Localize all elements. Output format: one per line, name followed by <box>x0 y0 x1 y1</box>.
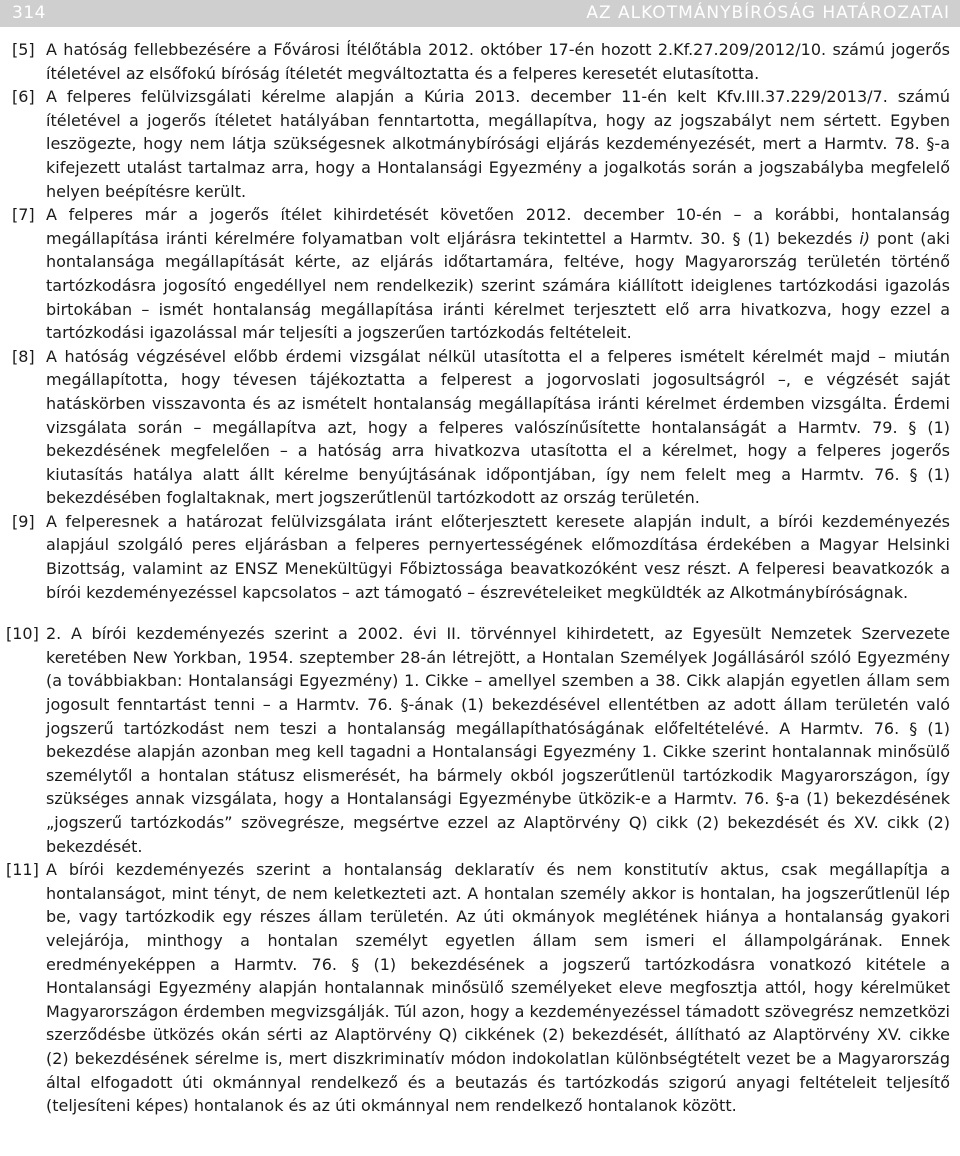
page-number: 314 <box>12 3 46 23</box>
paragraph-text: A felperes felülvizsgálati kérelme alapján a Kúria 2013. december 11-én kelt Kfv.III.37.229/2013/7. számú ítéletével a jogerős ítéletet hatályában fenntartotta, megállapítva, hogy az jogszabályt nem sértett. Egyben leszögezte, hogy nem látja szükségesnek alkotmánybírósági eljárás kezdeményezését, mert a Harmtv. 78. §-a kifejezett utalást tartalmaz arra, hogy a Hontalansági Egyezmény a jogalkotás során a jogszabályba megfelelő helyen beépítésre került. <box>46 87 950 201</box>
paragraph-8 <box>0 345 960 510</box>
paragraph-number: [10] <box>6 624 39 644</box>
paragraph-number: [11] <box>6 860 39 880</box>
paragraph-number: [7] <box>12 205 35 225</box>
paragraph-9 <box>0 510 960 604</box>
paragraph-number: [9] <box>12 511 35 531</box>
paragraph-text: A felperesnek a határozat felülvizsgálata iránt előterjesztett keresete alapján indult, a bírói kezdeményezés alapjául szolgáló peres eljárásban a felperes pernyertességének előmozdítása érdekében a Magyar Helsinki Bizottság, valamint az ENSZ Menekültügyi Főbiztossága beavatkozóként vesz részt. A felperesi beavatkozók a bírói kezdeményezéssel kapcsolatos – azt támogató – észrevételeiket megküldték az Alkotmánybíróságnak. <box>46 511 950 602</box>
paragraph-text: A hatóság fellebbezésére a Fővárosi Ítélőtábla 2012. október 17-én hozott 2.Kf.27.209/2012/10. számú jogerős ítéletével az elsőfokú bíróság ítéletét megváltoztatta és a felperes keresetét elutasította. <box>46 40 950 83</box>
paragraph-6 <box>0 85 960 203</box>
section-gap <box>0 604 960 622</box>
paragraph-10 <box>0 622 960 858</box>
paragraph-number: [5] <box>12 40 35 59</box>
running-title: AZ ALKOTMÁNYBÍRÓSÁG HATÁROZATAI <box>586 3 950 23</box>
paragraph-7 <box>0 203 960 345</box>
paragraph-number: [6] <box>12 87 35 107</box>
paragraph-5 <box>0 38 960 85</box>
paragraph-text: 2. A bírói kezdeményezés szerint a 2002. évi II. törvénnyel kihirdetett, az Egyesült Nemzetek Szervezete keretében New Yorkban, 1954. szeptember 28-án létrejött, a Hontalan Személyek Jogállásáról szóló Egyezmény (a továbbiakban: Hontalansági Egyezmény) 1. Cikke – amellyel szemben a 38. Cikk alapján egyetlen állam sem jogosult fenntartást tenni – a Harmtv. 76. §-ának (1) bekezdésével ellentétben az adott állam területén való jogszerű tartózkodást nem teszi a hontalanság megállapíthatóságának előfeltételévé. A Harmtv. 76. § (1) bekezdése alapján azonban meg kell tagadni a Hontalansági Egyezmény 1. Cikke szerint hontalannak minősülő személytől a hontalan státusz elismerését, ha bármely okból jogszerűtlenül tartózkodik Magyarországon, így szükséges annak vizsgálata, hogy a Hontalansági Egyezménybe ütközik-e a Harmtv. 76. §-a (1) bekezdésének „jogszerű tartózkodás” szövegrésze, megsértve ezzel az Alaptörvény Q) cikk (2) bekezdését és XV. cikk (2) bekezdését. <box>46 624 950 856</box>
paragraph-text: A felperes már a jogerős ítélet kihirdetését követően 2012. december 10-én – a korábbi, hontalanság megállapítása iránti kérelmére folyamatban volt eljárásra tekintettel a Harmtv. 30. § (1) bekezdés <box>46 205 950 248</box>
page-header <box>0 0 960 27</box>
paragraph-11 <box>0 858 960 1118</box>
paragraph-text: pont (aki hontalansága megállapítását kérte, az eljárás időtartamára, feltéve, hogy Magyarország területén történő tartózkodásra jogosító engedéllyel nem rendelkezik) szerint számára kiállított ideiglenes tartózkodási igazolás birtokában – ismét hontalanság megállapítása iránti kérelmet terjesztett elő arra hivatkozva, hogy ezzel a tartózkodási igazolással már teljesíti a jogszerűen tartózkodás feltételeit. <box>46 228 950 343</box>
paragraph-text-italic: i) <box>859 228 870 248</box>
paragraph-text: A hatóság végzésével előbb érdemi vizsgálat nélkül utasította el a felperes ismételt kérelmét majd – miután megállapította, hogy tévesen tájékoztatta a felperest a jogorvoslati jogosultságról –, e végzését saját hatáskörben visszavonta és az ismételt hontalanság megállapítása iránti kérelmet érdemben vizsgálta. Érdemi vizsgálata során – megállapítva azt, hogy a felperes valószínűsítette hontalanságát a Harmtv. 79. § (1) bekezdésének megfelelően – a hatóság arra hivatkozva utasította el a kérelmet, hogy a felperes jogerős kiutasítás hatálya alatt állt kérelme benyújtásának időpontjában, így nem felelt meg a Harmtv. 76. § (1) bekezdésében foglaltaknak, mert jogszerűtlenül tartózkodott az ország területén. <box>46 346 950 508</box>
paragraph-text: A bírói kezdeményezés szerint a hontalanság deklaratív és nem konstitutív aktus, csak megállapítja a hontalanságot, mint tényt, de nem keletkezteti azt. A hontalan személy akkor is hontalan, ha jogszerűtlenül lép be, vagy tartózkodik egy részes állam területén. Az úti okmányok meglétének hiánya a hontalanság gyakori velejárója, minthogy a hontalan személyt egyetlen állam sem ismeri el állampolgárának. Ennek eredményeképpen a Harmtv. 76. § (1) bekezdésének a jogszerű tartózkodásra vonatkozó kitétele a Hontalansági Egyezmény alapján hontalannak minősülő személyeket eleve megfosztja attól, hogy kérelmüket Magyarországon érdemben megvizsgálják. Túl azon, hogy a kezdeményezéssel támadott szövegrész nemzetközi szerződésbe ütközés okán sérti az Alaptörvény Q) cikkének (2) bekezdését, állítható az Alaptörvény XV. cikke (2) bekezdésének sérelme is, mert diszkriminatív módon indokolatlan különbségtételt vezet be a Magyarország által elfogadott úti okmánnyal rendelkező és a beutazás és tartózkodás szigorú anyagi feltételeit teljesítő (teljesíteni képes) hontalanok és az úti okmánnyal nem rendelkező hontalanok között. <box>46 860 950 1116</box>
document-body <box>0 38 960 1118</box>
paragraph-number: [8] <box>12 346 35 366</box>
